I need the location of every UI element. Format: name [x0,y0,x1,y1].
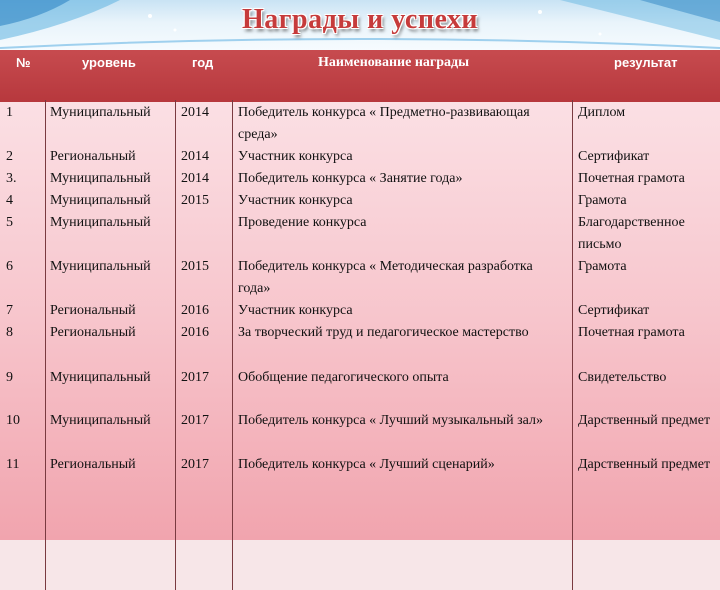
row-result: Сертификат [578,303,650,318]
page-title: Награды и успехи [242,4,478,35]
row-level: Муниципальный [50,193,151,208]
title-banner [0,0,720,50]
row-num: 1 [6,105,13,120]
row-num: 2 [6,149,13,164]
header-name: Наименование награды [318,55,470,70]
row-result: Почетная грамота [578,325,685,340]
column-divider [572,100,573,590]
row-level: Муниципальный [50,105,151,120]
row-award-name: Обобщение педагогического опыта [238,370,449,385]
row-num: 11 [6,457,20,472]
row-year: 2014 [181,171,209,186]
row-year: 2016 [181,325,209,340]
row-result: Грамота [578,193,627,208]
column-divider [175,100,176,590]
row-level: Муниципальный [50,370,151,385]
row-award-name: Участник конкурса [238,303,353,318]
row-num: 4 [6,193,13,208]
row-award-name: Проведение конкурса [238,215,367,230]
row-level: Региональный [50,325,136,340]
row-level: Муниципальный [50,413,151,428]
row-year: 2015 [181,259,209,274]
row-year: 2016 [181,303,209,318]
row-award-name: Участник конкурса [238,193,353,208]
row-year: 2017 [181,413,209,428]
header-num: № [16,55,31,70]
row-result: Благодарственное письмо [578,215,685,252]
row-num: 9 [6,370,13,385]
header-result: результат [614,55,678,70]
column-divider [232,100,233,590]
row-year: 2014 [181,105,209,120]
header-level: уровень [82,55,136,70]
row-award-name: Победитель конкурса « Лучший сценарий» [238,457,495,472]
row-year: 2014 [181,149,209,164]
row-result: Почетная грамота [578,171,685,186]
row-level: Муниципальный [50,215,151,230]
row-level: Муниципальный [50,171,151,186]
row-award-name: Участник конкурса [238,149,353,164]
row-award-name: За творческий труд и педагогическое мастерство [238,325,529,340]
row-award-name: Победитель конкурса « Предметно-развивающая среда» [238,105,530,142]
row-num: 10 [6,413,20,428]
row-level: Муниципальный [50,259,151,274]
row-result: Дарственный предмет [578,457,711,472]
row-result: Сертификат [578,149,650,164]
row-result: Грамота [578,259,627,274]
row-level: Региональный [50,457,136,472]
row-level: Региональный [50,303,136,318]
row-result: Свидетельство [578,370,667,385]
row-year: 2017 [181,457,209,472]
row-year: 2015 [181,193,209,208]
row-num: 3. [6,171,17,186]
table-header [0,50,720,102]
row-result: Дарственный предмет [578,413,711,428]
row-award-name: Победитель конкурса « Лучший музыкальный зал» [238,413,543,428]
header-year: год [192,55,214,70]
row-award-name: Победитель конкурса « Занятие года» [238,171,463,186]
row-result: Диплом [578,105,626,120]
row-award-name: Победитель конкурса « Методическая разработка года» [238,259,533,296]
row-level: Региональный [50,149,136,164]
row-num: 7 [6,303,13,318]
row-num: 8 [6,325,13,340]
column-divider [45,100,46,590]
row-num: 5 [6,215,13,230]
row-year: 2017 [181,370,209,385]
row-num: 6 [6,259,13,274]
awards-table [0,50,720,540]
